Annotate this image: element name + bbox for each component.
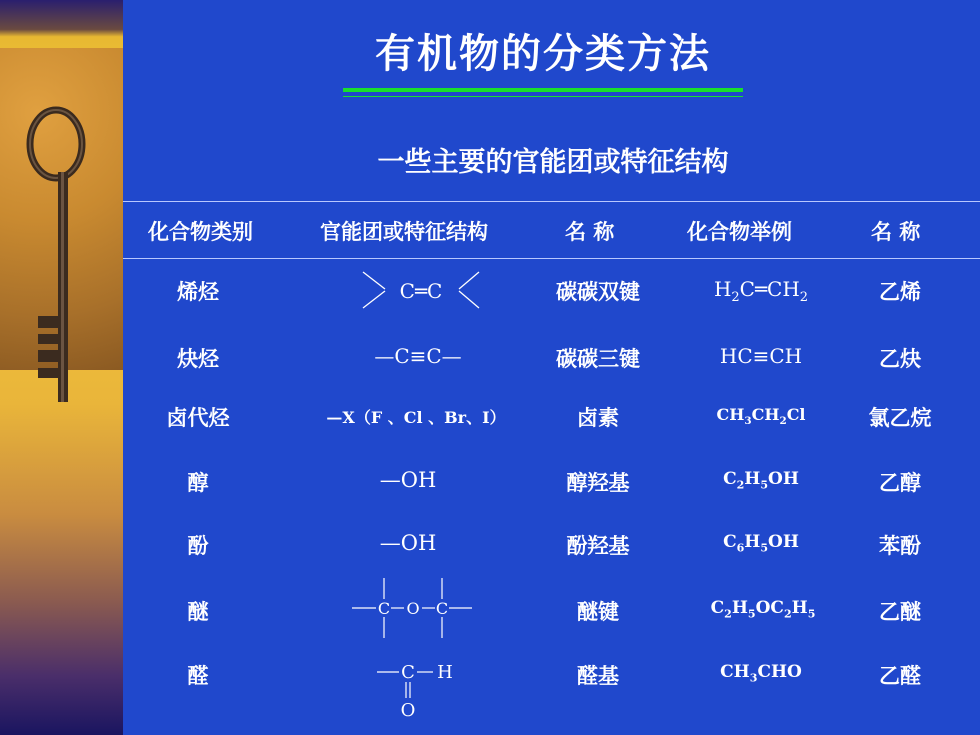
category-cell: 酚 (187, 534, 209, 558)
aldehyde-oxygen: O (400, 700, 416, 721)
category-cell: 醇 (187, 471, 209, 495)
aldehyde-structure (363, 654, 473, 724)
example-ethene: $H_2C═CH_2$ (713, 277, 809, 305)
category-cell: 炔烃 (177, 347, 219, 371)
group-name-cell: 酚羟基 (566, 534, 630, 558)
title-underline (343, 88, 743, 92)
compound-name-cell: 乙炔 (879, 347, 921, 371)
table-header-border (123, 258, 980, 259)
example-chloroethane: $CH_3CH_2Cl$ (716, 405, 806, 428)
alcohol-structure: —OH (379, 468, 437, 492)
decorative-sidebar (0, 0, 123, 735)
compound-name-cell: 乙烯 (879, 280, 921, 304)
group-name-cell: 碳碳三键 (556, 347, 640, 371)
alkyne-structure: —C≡C— (374, 344, 462, 368)
example-acetaldehyde: $CH_3CHO$ (720, 662, 802, 685)
compound-name-cell: 苯酚 (879, 534, 921, 558)
ether-carbon-2: C (435, 599, 449, 618)
compound-name-cell: 氯乙烷 (868, 406, 932, 430)
example-ethyne: HC≡CH (719, 344, 803, 368)
category-cell: 卤代烃 (166, 406, 230, 430)
header-compound-name: 名 称 (871, 220, 921, 244)
aldehyde-carbon: C (401, 662, 415, 683)
header-group-name: 名 称 (565, 220, 615, 244)
compound-name-cell: 乙醛 (879, 664, 921, 688)
table-top-border (123, 201, 980, 202)
category-cell: 醛 (187, 664, 209, 688)
compound-name-cell: 乙醇 (879, 471, 921, 495)
alkene-structure (353, 268, 483, 314)
slide-subtitle: 一些主要的官能团或特征结构 (377, 147, 729, 178)
category-cell: 醚 (187, 600, 209, 624)
alkene-bond-text: C═C (399, 279, 443, 303)
compound-name-cell: 乙醚 (879, 600, 921, 624)
group-name-cell: 卤素 (577, 406, 619, 430)
header-example: 化合物举例 (687, 220, 792, 244)
example-phenol: $C_6H_5OH$ (723, 532, 799, 555)
aldehyde-hydrogen: H (437, 662, 453, 683)
halide-structure: —X（F 、Cl 、Br、I） (326, 408, 506, 427)
ether-structure (348, 574, 478, 642)
header-functional-group: 官能团或特征结构 (320, 220, 488, 244)
ether-oxygen: O (406, 599, 420, 618)
group-name-cell: 碳碳双键 (556, 280, 640, 304)
slide-title: 有机物的分类方法 (375, 30, 711, 77)
title-underline-thin (343, 96, 743, 97)
ether-carbon-1: C (377, 599, 391, 618)
example-ether: $C_2H_5OC_2H_5$ (710, 598, 816, 621)
group-name-cell: 醇羟基 (566, 471, 630, 495)
header-category: 化合物类别 (148, 220, 253, 244)
key-icon (18, 106, 98, 416)
group-name-cell: 醛基 (577, 664, 619, 688)
example-ethanol: $C_2H_5OH$ (723, 469, 799, 492)
key-photo (0, 48, 123, 370)
category-cell: 烯烃 (177, 280, 219, 304)
phenol-structure: —OH (379, 531, 437, 555)
group-name-cell: 醚键 (577, 600, 619, 624)
slide-content (123, 0, 980, 735)
